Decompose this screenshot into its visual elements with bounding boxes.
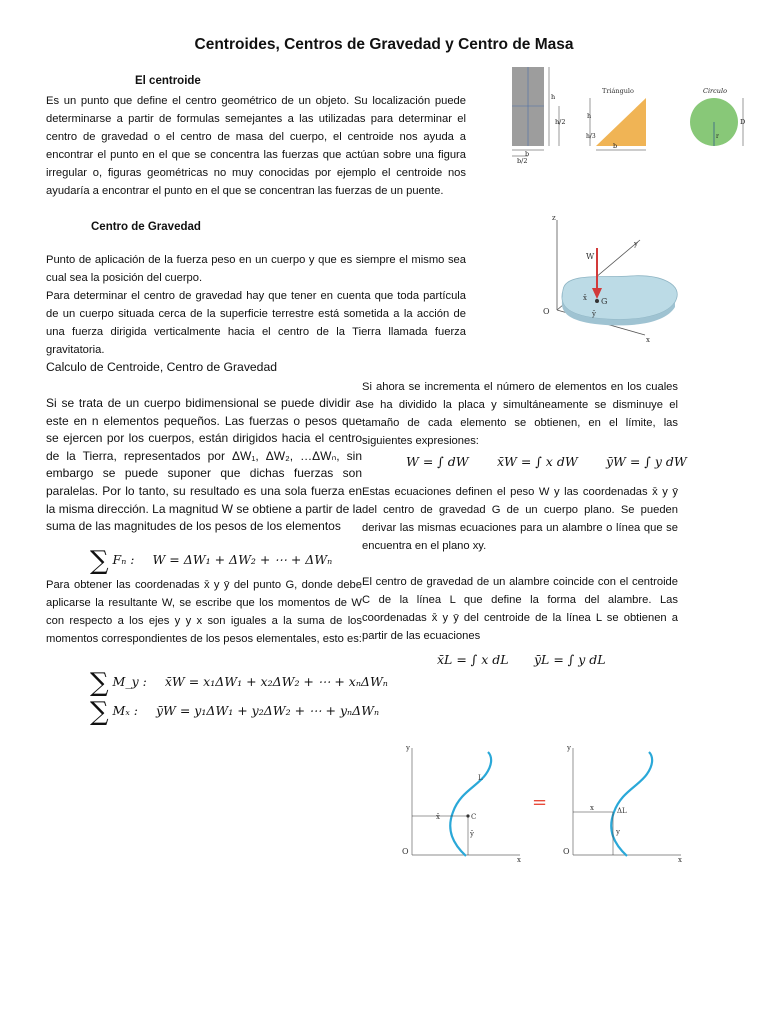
equation-integral-W <box>406 454 469 469</box>
equals-sign: = <box>532 792 548 813</box>
centroide-heading: El centroide <box>135 75 201 87</box>
equation-my-label: M_y : <box>112 674 147 689</box>
calculo-paragraph-2: Para obtener las coordenadas x̄ y ȳ del punto G, donde debe aplicarse la resultante W, se escribe que los momentos de W con respecto a los ejes y y x son iguales a la suma de los momentos correspondientes de los pesos elementales, esto es: <box>46 579 362 645</box>
circle-D-label: D <box>740 118 746 126</box>
rect-b2-label: b/2 <box>517 157 528 165</box>
centroide-paragraph: Es un punto que define el centro geométrico de un objeto. Su localización puede determinarse a partir de formulas semejantes a las utilizadas para determinar el centro de gravedad o el centro de masa del cuerpo, el centroide nos ayuda a encontrar el punto en el que se concentra las fuerzas que actúan sobre una figura irregular o, figuras geométricas no muy conocidas por ejemplo el centroide nos ayudaría a encontrar el punto en el que se concentran las fuerzas de un puente. <box>46 95 466 197</box>
wire-curve-left <box>450 752 491 856</box>
wire-curve-right <box>611 752 652 856</box>
calculo-paragraph: Si se trata de un cuerpo bidimensional se puede dividir a este en n elementos pequeños. Las fuerzas o pesos que se ejercen por los cuerpos, están dirigidos hacia el centro de la Tierra, representados por ΔW₁, ΔW₂, …ΔWₙ, sin embargo se puede suponer que dichas fuerzas son paralelas. Por lo tanto, su resultado es una sola fuerza en la misma dirección. La magnitud W se obtiene a partir de la suma de las magnitudes de los pesos de los elementos <box>46 396 362 534</box>
plate-y-label: y <box>634 240 638 248</box>
triangle-h3-label: h/3 <box>586 133 596 140</box>
right-paragraph-1: Si ahora se incrementa el número de elementos en los cuales se ha dividido la placa y simultáneamente se disminuye el tamaño de cada elemento se obtienen, en el límite, las siguientes expresiones: <box>362 381 678 447</box>
wire-C-label: C <box>471 813 477 821</box>
sum-symbol: ∑ <box>90 546 109 576</box>
triangle-b-label: b <box>613 142 618 150</box>
centroid-shapes-figure <box>505 62 755 167</box>
plate-O-label: O <box>543 307 550 316</box>
equation-sum-forces <box>90 546 332 576</box>
calculo-heading: Calculo de Centroide, Centro de Gravedad <box>46 360 278 374</box>
triangle-h-label: h <box>587 112 592 120</box>
plate-ybar-label: ȳ <box>592 310 596 318</box>
triangle-title: Triángulo <box>602 87 634 95</box>
rect-h-label: h <box>551 93 556 101</box>
wire-y-label-left: y <box>406 744 410 752</box>
equation-integral-xL <box>437 652 509 667</box>
wire-O-label-right: O <box>563 847 570 856</box>
gravedad-heading: Centro de Gravedad <box>91 221 201 233</box>
circle-title: Circulo <box>703 87 727 95</box>
wire-centroid-figure <box>398 740 688 870</box>
gravedad-paragraph-2: Para determinar el centro de gravedad hay que tener en cuenta que toda partícula de un cuerpo situada cerca de la superficie terrestre está sometida a la acción de una fuerza dirigida verticalmente hacia el centro de la Tierra llamada fuerza gravitatoria. <box>46 290 466 356</box>
plate-shape <box>562 276 677 320</box>
equation-moment-y <box>90 668 388 698</box>
equation-integral-yL <box>534 652 606 667</box>
equation-yW: ȳW = ∫ y dW <box>606 454 687 469</box>
wire-O-label-left: O <box>402 847 409 856</box>
sum-symbol: ∑ <box>90 668 109 698</box>
equation-xW: x̄W = ∫ x dW <box>497 454 578 469</box>
wire-y-label-right: y <box>567 744 571 752</box>
equation-W: W = ∫ dW <box>406 454 469 469</box>
wire-y-small-label: y <box>616 828 620 836</box>
wire-ybar-label: ȳ <box>470 830 474 838</box>
wire-x-label-right: x <box>678 856 682 864</box>
right-paragraph-3: El centro de gravedad de un alambre coincide con el centroide C de la línea L que define la forma del alambre. Las coordenadas x̄ y ȳ del centroide de la línea L se obtienen a partir de las ecuaciones <box>362 576 678 642</box>
equation-sum-body: W = ΔW₁ + ΔW₂ + ⋯ + ΔWₙ <box>152 552 333 567</box>
plate-x-label: x <box>646 336 650 344</box>
plate-xbar-label: x̄ <box>583 294 587 302</box>
sum-symbol: ∑ <box>90 697 109 727</box>
rect-b-label: b <box>525 150 530 158</box>
plate-W-label: W <box>586 252 595 261</box>
equation-my-body: x̄W = x₁ΔW₁ + x₂ΔW₂ + ⋯ + xₙΔWₙ <box>164 674 388 689</box>
g-point <box>595 299 599 303</box>
wire-L-label: L <box>478 774 483 782</box>
equation-yL: ȳL = ∫ y dL <box>534 652 606 667</box>
equation-integral-yW <box>606 454 687 469</box>
center-of-gravity-figure <box>535 210 700 345</box>
equation-moment-x <box>90 697 379 727</box>
wire-x-label-left: x <box>517 856 521 864</box>
wire-x-small-label: x <box>590 804 594 812</box>
circle-r-label: r <box>716 133 719 140</box>
plate-z-label: z <box>552 214 556 222</box>
equation-integral-xW <box>497 454 578 469</box>
wire-xbar-label: x̄ <box>436 813 440 821</box>
triangle-shape <box>596 98 646 146</box>
rect-h2-label: h/2 <box>555 118 566 126</box>
equation-mx-body: ȳW = y₁ΔW₁ + y₂ΔW₂ + ⋯ + yₙΔWₙ <box>155 703 380 718</box>
equation-mx-label: Mₓ : <box>112 703 138 718</box>
gravedad-paragraph-1: Punto de aplicación de la fuerza peso en un cuerpo y que es siempre el mismo sea cual sea la posición del cuerpo. <box>46 254 466 284</box>
right-paragraph-2: Estas ecuaciones definen el peso W y las coordenadas x̄ y ȳ del centro de gravedad G de un cuerpo plano. Se pueden derivar las mismas ecuaciones para un alambre o línea que se encuentra en el plano xy. <box>362 486 678 552</box>
plate-G-label: G <box>601 297 608 306</box>
equation-sum-label: Fₙ : <box>112 552 135 567</box>
equation-xL: x̄L = ∫ x dL <box>437 652 509 667</box>
wire-dL-label: ΔL <box>617 807 627 815</box>
page-title: Centroides, Centros de Gravedad y Centro de Masa <box>194 36 574 53</box>
